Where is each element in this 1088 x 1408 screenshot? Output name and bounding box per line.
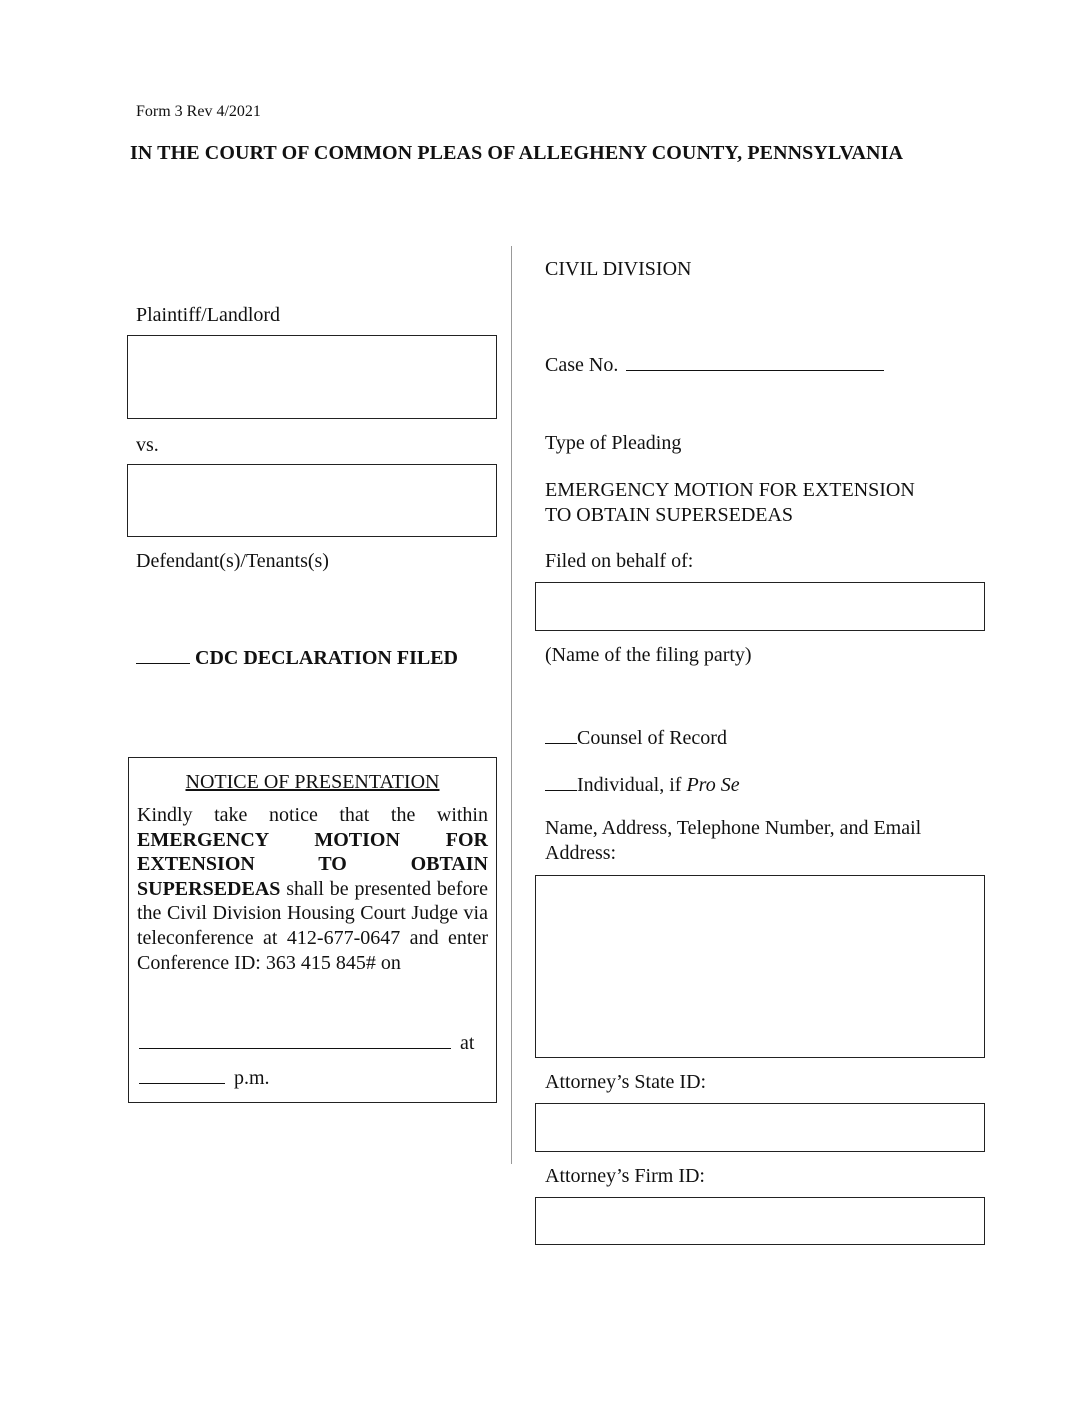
individual-option [545, 770, 740, 797]
firm-id-field[interactable] [535, 1197, 985, 1245]
pleading-type-label: Type of Pleading [545, 432, 682, 454]
plaintiff-field[interactable] [127, 335, 497, 419]
notice-body: Kindly take notice that the within EMERGENCY MOTION FOR EXTENSION TO OBTAIN SUPERSEDEAS shall be presented before the Civil Division Housing Court Judge via teleconference at 412-677-0647 and enter Conference ID: 363 415 845# on [137, 804, 488, 974]
state-id-label: Attorney’s State ID: [545, 1071, 707, 1093]
pleading-title-line1: EMERGENCY MOTION FOR EXTENSION [545, 479, 915, 501]
pro-se-label: Pro Se [686, 774, 740, 796]
court-title: IN THE COURT OF COMMON PLEAS OF ALLEGHENY COUNTY, PENNSYLVANIA [130, 142, 904, 164]
notice-motion-name: EMERGENCY MOTION FOR EXTENSION TO OBTAIN SUPERSEDEAS [137, 828, 488, 900]
counsel-checkbox-blank[interactable] [545, 723, 577, 744]
contact-label-line1: Name, Address, Telephone Number, and Email [545, 817, 922, 839]
cdc-declaration [136, 643, 458, 670]
individual-checkbox-blank[interactable] [545, 770, 577, 791]
counsel-option [545, 723, 727, 750]
pleading-title-line2: TO OBTAIN SUPERSEDEAS [545, 504, 794, 526]
case-number [545, 350, 884, 377]
counsel-option-label: Counsel of Record [577, 727, 727, 749]
filing-party-field[interactable] [535, 582, 985, 631]
pm-label: p.m. [234, 1067, 270, 1089]
notice-title: NOTICE OF PRESENTATION [185, 771, 440, 793]
civil-division: CIVIL DIVISION [545, 258, 692, 280]
contact-info-field[interactable] [535, 875, 985, 1058]
defendant-label: Defendant(s)/Tenants(s) [136, 550, 329, 572]
cdc-declaration-label: CDC DECLARATION FILED [195, 647, 458, 669]
firm-id-label: Attorney’s Firm ID: [545, 1165, 705, 1187]
form-number: Form 3 Rev 4/2021 [136, 103, 261, 120]
contact-label-line2: Address: [545, 842, 617, 864]
cdc-checkbox-blank[interactable] [136, 643, 190, 664]
vs-label: vs. [136, 434, 159, 456]
case-number-label: Case No. [545, 354, 619, 376]
individual-option-label: Individual, if [577, 774, 687, 796]
filing-party-note: (Name of the filing party) [545, 644, 752, 666]
presentation-date-blank[interactable] [139, 1028, 451, 1049]
column-divider [511, 246, 512, 1164]
notice-of-presentation [128, 757, 497, 1103]
case-number-blank[interactable] [626, 350, 884, 371]
presentation-date-line [139, 1028, 474, 1055]
defendant-field[interactable] [127, 464, 497, 537]
presentation-time-line [139, 1063, 270, 1090]
state-id-field[interactable] [535, 1103, 985, 1152]
at-label: at [460, 1032, 475, 1054]
filed-on-behalf-label: Filed on behalf of: [545, 550, 694, 572]
presentation-time-blank[interactable] [139, 1063, 225, 1084]
plaintiff-label: Plaintiff/Landlord [136, 304, 281, 326]
